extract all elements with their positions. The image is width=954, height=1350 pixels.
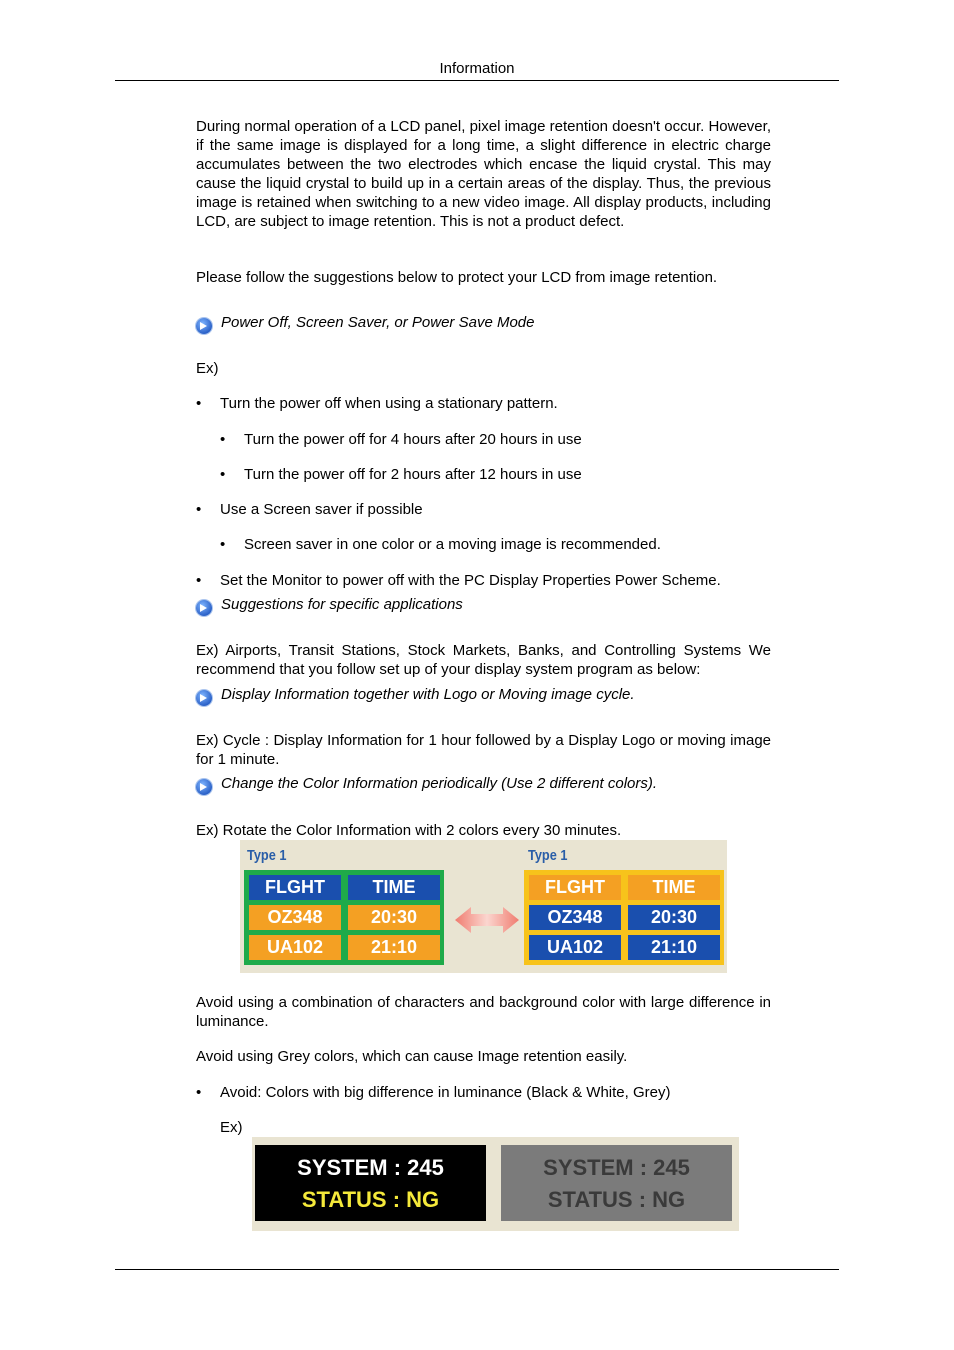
- cell-header: FLGHT: [529, 875, 621, 900]
- cell-value: 20:30: [628, 905, 720, 930]
- color-rotation-figure: [240, 840, 727, 973]
- luminance-figure: [252, 1137, 739, 1231]
- section-heading-applications: Suggestions for specific applications: [196, 600, 463, 620]
- status-line: STATUS : NG: [301, 1187, 440, 1212]
- cell-value: OZ348: [529, 905, 621, 930]
- section-heading-color-change: Change the Color Information periodically (Use 2 different colors).: [196, 779, 657, 799]
- cell-value: 21:10: [348, 935, 440, 960]
- luminance-text-2: Avoid using Grey colors, which can cause Image retention easily.: [196, 1048, 628, 1065]
- cell-header: TIME: [348, 875, 440, 900]
- arrow-circle-icon: [196, 600, 212, 616]
- intro-paragraph-1: During normal operation of a LCD panel, pixel image retention doesn't occur. However, if the same image is displayed for a long time, a slight difference in electric charge accumulates between the two electrodes which encase the liquid crystal. This may cause the liquid crystal to build up in a certain areas of the display. Thus, the previous image is retained when switching to a new video image. All display products, including LCD, are subject to image retention. This is not a product defect.: [196, 118, 771, 230]
- section-heading-logo-cycle: Display Information together with Logo or Moving image cycle.: [196, 690, 635, 710]
- status-box-grey: [501, 1145, 732, 1221]
- section2-text: Ex) Airports, Transit Stations, Stock Markets, Banks, and Controlling Systems We recommend that you follow set up of your display system program as below:: [196, 642, 771, 678]
- cell-value: UA102: [529, 935, 621, 960]
- cell-header: TIME: [628, 875, 720, 900]
- double-arrow-icon: [455, 907, 519, 933]
- footer-rule: [115, 1269, 839, 1270]
- system-line: SYSTEM : 245: [297, 1155, 444, 1180]
- arrow-circle-icon: [196, 318, 212, 334]
- section4-text: Ex) Rotate the Color Information with 2 colors every 30 minutes.: [196, 822, 622, 839]
- flight-panel-left: [244, 870, 444, 965]
- intro-paragraph-2: Please follow the suggestions below to protect your LCD from image retention.: [196, 269, 718, 286]
- luminance-text-1: Avoid using a combination of characters and background color with large difference in luminance.: [196, 994, 771, 1030]
- flight-panel-right: [524, 870, 724, 965]
- type-label-left: Type 1: [247, 847, 287, 864]
- luminance-ex: Ex): [220, 1119, 243, 1136]
- status-box-high-contrast: [255, 1145, 486, 1221]
- arrow-circle-icon: [196, 690, 212, 706]
- system-line: SYSTEM : 245: [543, 1155, 690, 1180]
- status-line: STATUS : NG: [547, 1187, 686, 1212]
- cell-header: FLGHT: [249, 875, 341, 900]
- cell-value: UA102: [249, 935, 341, 960]
- section1-ex: Ex): [196, 360, 219, 377]
- cell-value: 21:10: [628, 935, 720, 960]
- type-label-right: Type 1: [528, 847, 568, 864]
- section3-text: Ex) Cycle : Display Information for 1 hour followed by a Display Logo or moving image for 1 minute.: [196, 732, 771, 768]
- section-heading-power: Power Off, Screen Saver, or Power Save Mode: [196, 318, 534, 338]
- cell-value: 20:30: [348, 905, 440, 930]
- cell-value: OZ348: [249, 905, 341, 930]
- header-rule: [115, 80, 839, 81]
- arrow-circle-icon: [196, 779, 212, 795]
- header-title: Information: [439, 60, 515, 77]
